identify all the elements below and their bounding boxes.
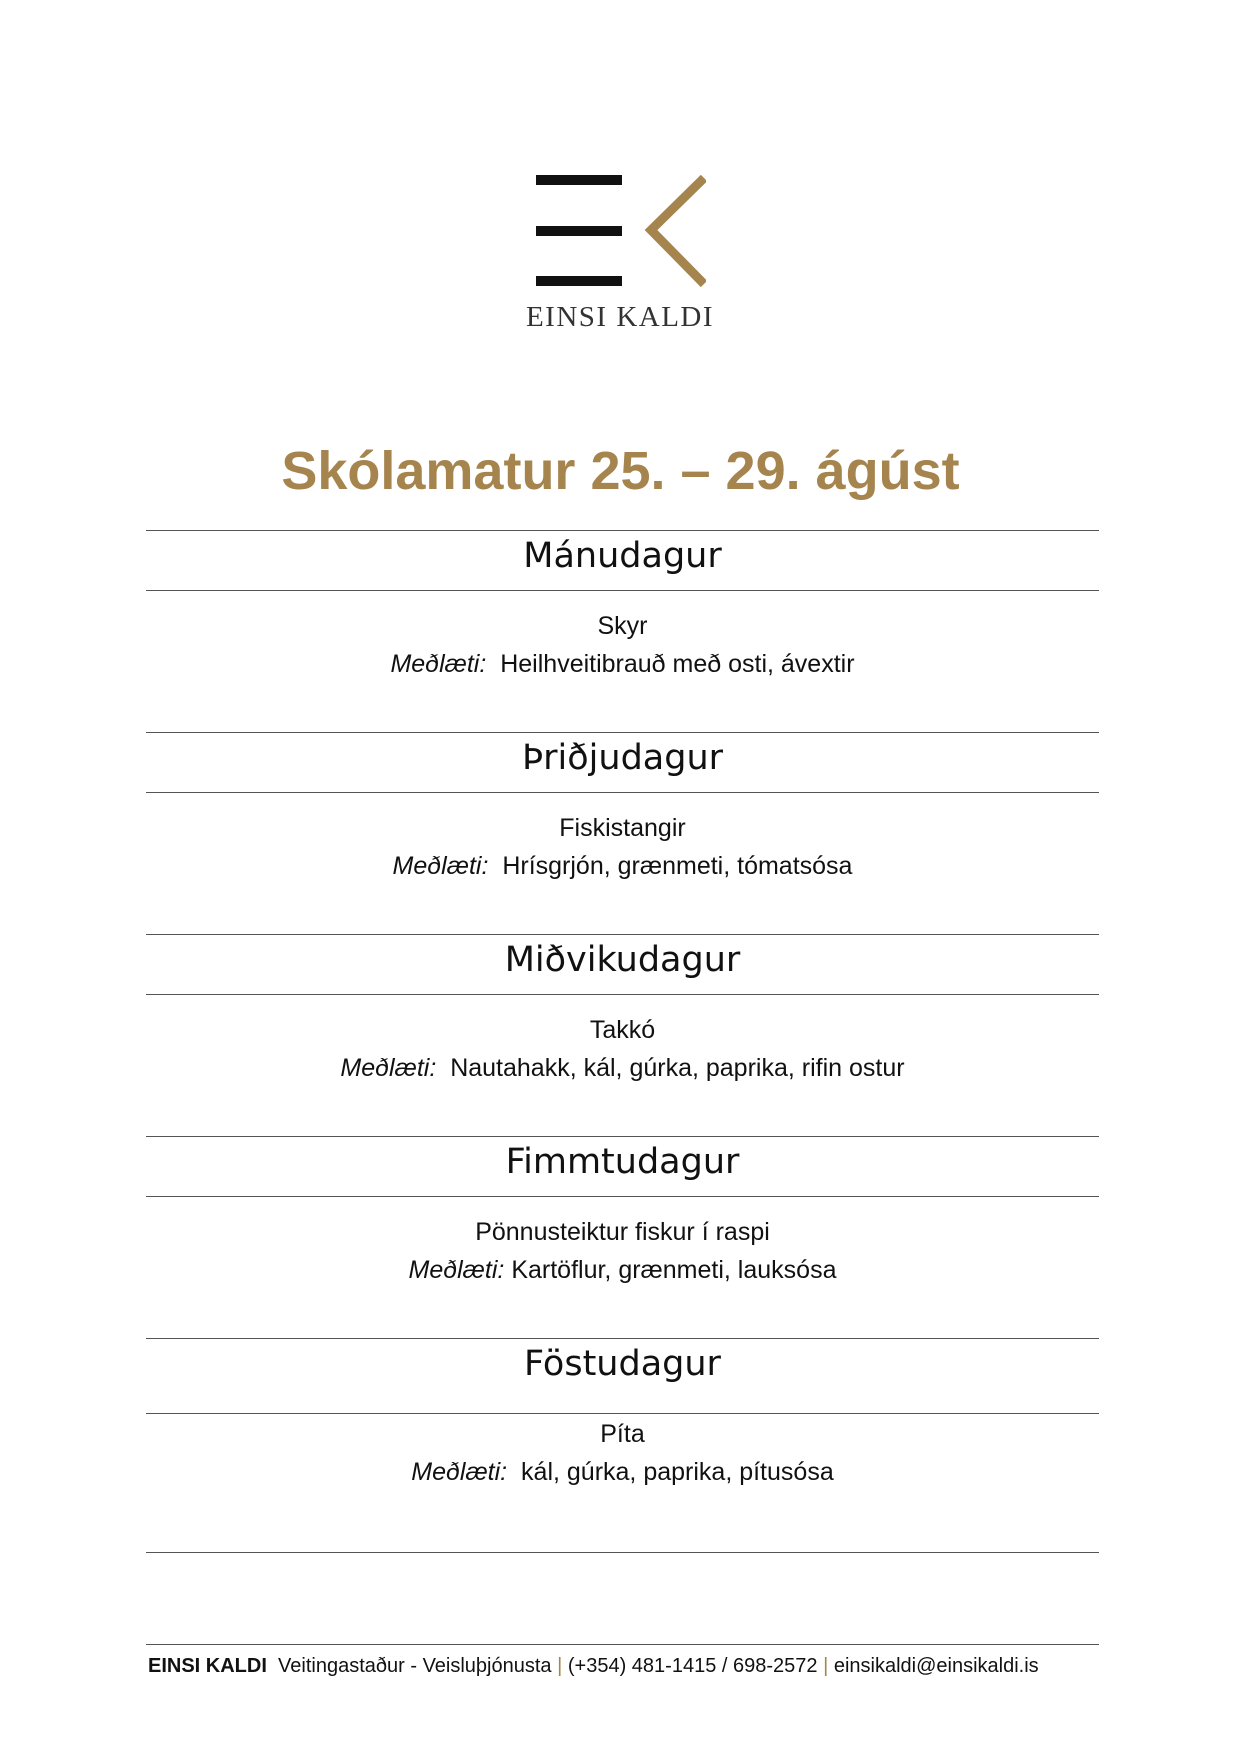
sides-label: Meðlæti: — [390, 650, 487, 678]
dish-name: Píta — [600, 1420, 645, 1448]
divider — [146, 1552, 1099, 1553]
divider — [146, 732, 1099, 733]
divider — [146, 530, 1099, 531]
sides-label: Meðlæti: — [408, 1256, 505, 1284]
page-title: Skólamatur 25. – 29. ágúst — [281, 441, 960, 501]
sides-text: Nautahakk, kál, gúrka, paprika, rifin ostur — [450, 1054, 905, 1082]
divider — [146, 1196, 1099, 1197]
day-heading: Föstudagur — [524, 1344, 721, 1384]
sides-label: Meðlæti: — [411, 1458, 508, 1486]
day-heading: Fimmtudagur — [505, 1142, 740, 1182]
day-heading: Þriðjudagur — [521, 738, 724, 778]
sides-text: Kartöflur, grænmeti, lauksósa — [511, 1256, 837, 1284]
divider — [146, 934, 1099, 935]
logo — [520, 175, 720, 335]
dish-name: Pönnusteiktur fiskur í raspi — [475, 1218, 770, 1246]
divider — [146, 994, 1099, 995]
dish-name: Fiskistangir — [559, 814, 686, 842]
footer-separator: | — [823, 1655, 829, 1677]
divider — [146, 1338, 1099, 1339]
sides-line — [146, 650, 1099, 679]
divider — [146, 792, 1099, 793]
footer-divider — [146, 1644, 1099, 1645]
day-heading: Miðvikudagur — [504, 940, 741, 980]
footer — [148, 1655, 1039, 1678]
footer-separator: | — [557, 1655, 563, 1677]
logo-text: EINSI KALDI — [525, 301, 715, 333]
sides-label: Meðlæti: — [340, 1054, 437, 1082]
dish-name: Skyr — [597, 612, 648, 640]
footer-description: Veitingastaður - Veisluþjónusta — [278, 1655, 552, 1677]
day-heading: Mánudagur — [523, 536, 722, 576]
footer-email: einsikaldi@einsikaldi.is — [833, 1655, 1039, 1677]
sides-line — [146, 1256, 1099, 1285]
divider — [146, 1413, 1099, 1414]
sides-line — [146, 1054, 1099, 1083]
divider — [146, 590, 1099, 591]
dish-name: Takkó — [589, 1016, 656, 1044]
sides-line — [146, 1458, 1099, 1487]
sides-line — [146, 852, 1099, 881]
sides-text: kál, gúrka, paprika, pítusósa — [521, 1458, 834, 1486]
footer-brand: EINSI KALDI — [148, 1655, 267, 1677]
divider — [146, 1136, 1099, 1137]
footer-phone: (+354) 481-1415 / 698-2572 — [567, 1655, 818, 1677]
sides-text: Heilhveitibrauð með osti, ávextir — [500, 650, 855, 678]
sides-label: Meðlæti: — [392, 852, 489, 880]
logo-mark-icon — [536, 175, 706, 287]
sides-text: Hrísgrjón, grænmeti, tómatsósa — [502, 852, 853, 880]
